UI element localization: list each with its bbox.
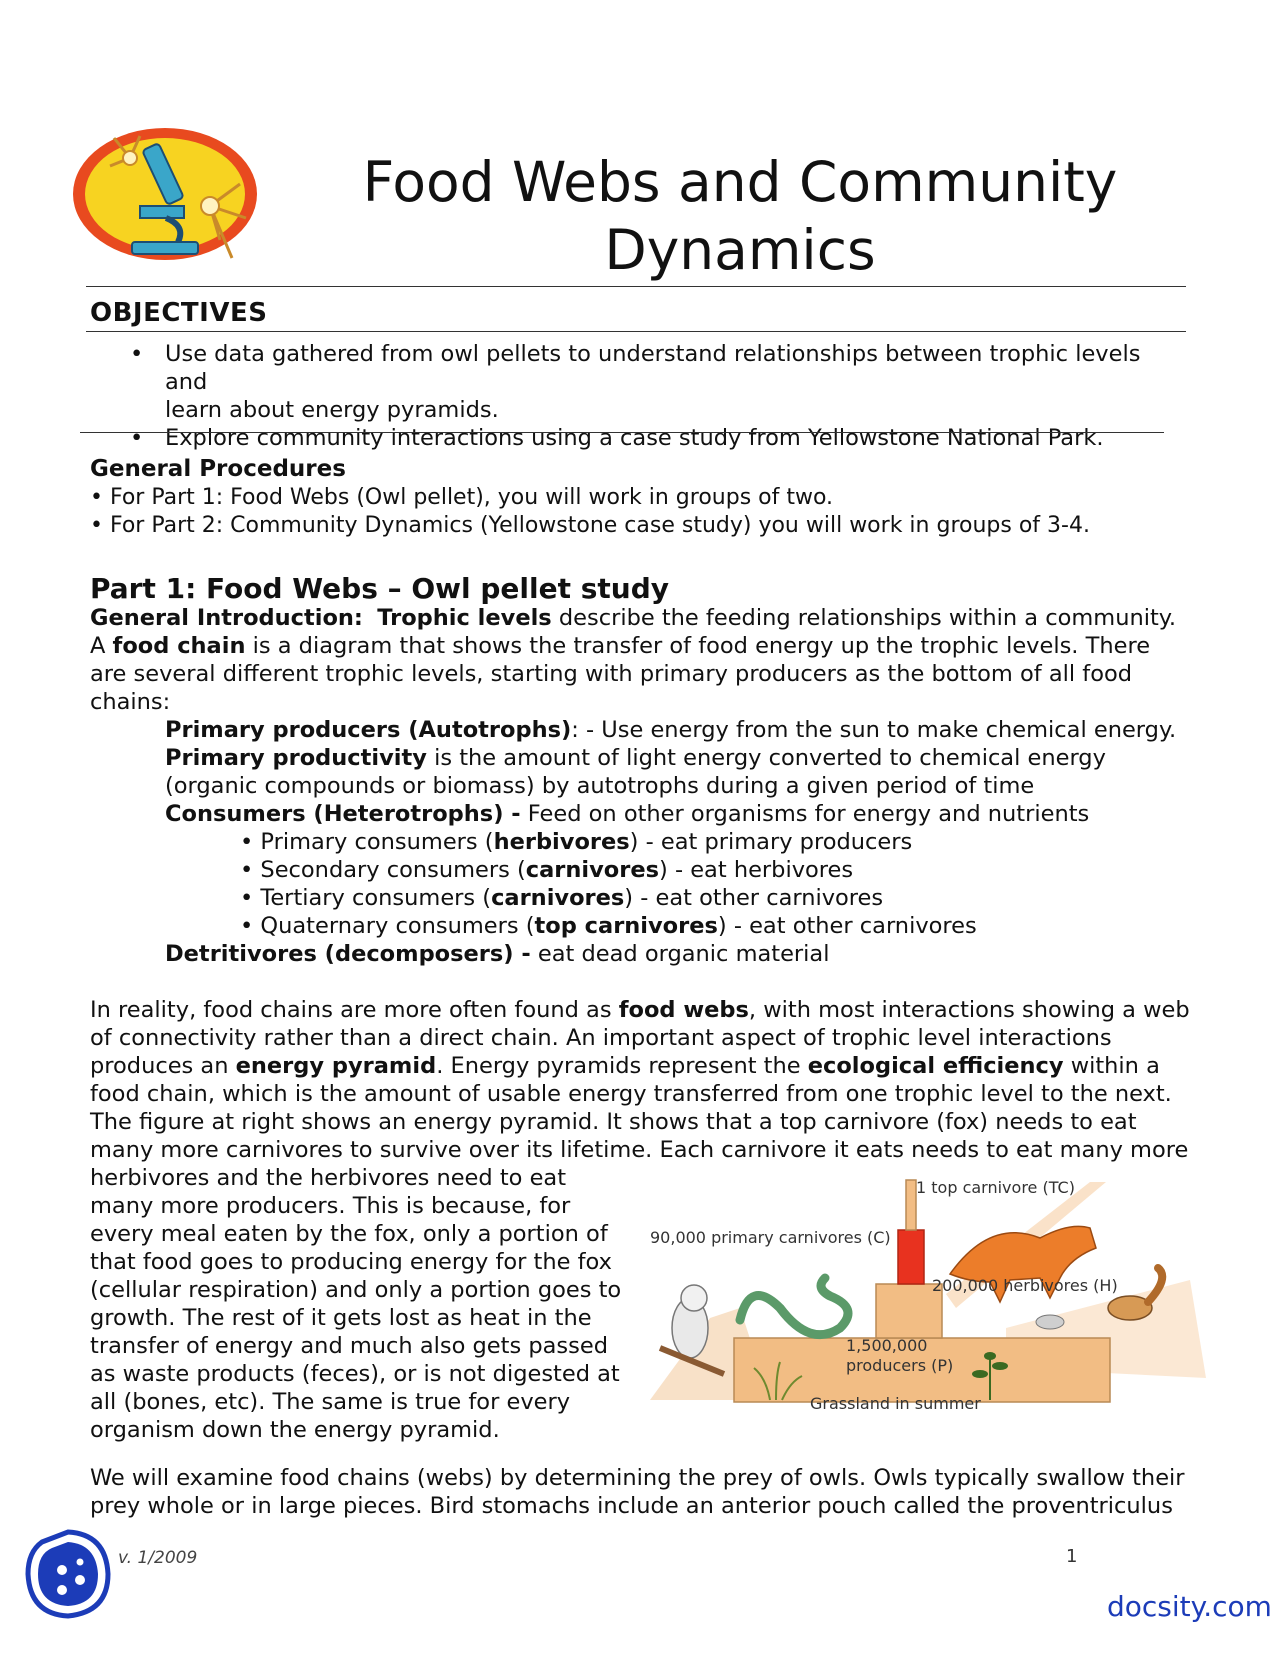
producers-label: producers (P): [846, 1356, 954, 1375]
revision-date: v. 1/2009: [118, 1548, 198, 1568]
objectives-heading: OBJECTIVES: [90, 298, 268, 328]
producers-definition: Primary producers (Autotrophs): - Use energy from the sun to make chemical energy.: [165, 717, 1177, 743]
energy-pyramid-figure: [650, 1178, 1210, 1430]
docsity-watermark[interactable]: docsity.com: [1107, 1590, 1272, 1623]
docsity-logo-icon: [22, 1528, 114, 1620]
pyramid-paragraph-continued: herbivores and the herbivores need to eat many more producers. This is because, for every meal eaten by the fox, only a portion of that food goes to producing energy for the fox (cellular respiration) and only a portion goes to growth. The rest of it gets lost as heat in the transfer of energy and much also gets passed as waste products (feces), or is not digested at all (bones, etc). The same is true for every organism down the energy pyramid.: [90, 1165, 622, 1443]
owl-pellet-paragraph: We will examine food chains (webs) by determining the prey of owls. Owls typically swallow their prey whole or in large pieces. Bird stomachs include an anterior pouch called the proventriculus: [90, 1465, 1185, 1519]
consumer-level-item: • Secondary consumers (carnivores) - eat herbivores: [240, 857, 854, 883]
page-number: 1: [1066, 1546, 1078, 1567]
energy-pyramid-illustration: [650, 1178, 1210, 1430]
consumer-level-item: • Tertiary consumers (carnivores) - eat other carnivores: [240, 885, 884, 911]
consumers-definition: Consumers (Heterotrophs) - Feed on other organisms for energy and nutrients: [165, 801, 1090, 827]
top-carnivore-label: 1 top carnivore (TC): [916, 1178, 1075, 1197]
intro-paragraph: General Introduction: Trophic levels describe the feeding relationships within a community. A food chain is a diagram that shows the transfer of food energy up the trophic levels. There are several different trophic levels, starting with primary producers as the bottom of all food chains:: [90, 605, 1177, 715]
consumer-level-item: • Primary consumers (herbivores) - eat primary producers: [240, 829, 913, 855]
herbivores-label: 200,000 herbivores (H): [932, 1276, 1118, 1295]
divider: [80, 432, 1164, 433]
divider: [86, 286, 1186, 287]
mouse-icon: [1036, 1315, 1064, 1329]
divider: [86, 331, 1186, 332]
list-item: • Use data gathered from owl pellets to understand relationships between trophic levels and learn about energy pyramids.: [130, 340, 1180, 424]
title-line-2: Dynamics: [604, 218, 876, 282]
top-carnivore-level: [906, 1180, 916, 1230]
producers-count-label: 1,500,000: [846, 1336, 928, 1355]
list-item: • Explore community interactions using a case study from Yellowstone National Park.: [130, 424, 1180, 452]
carnivores-level: [898, 1230, 924, 1284]
primary-carnivores-label: 90,000 primary carnivores (C): [650, 1228, 891, 1247]
procedure-line: • For Part 2: Community Dynamics (Yellowstone case study) you will work in groups of 3-4.: [90, 513, 1090, 538]
pyramid-paragraph: The figure at right shows an energy pyramid. It shows that a top carnivore (fox) needs to eat many more carnivores to survive over its lifetime. Each carnivore it eats needs to eat many more: [90, 1109, 1189, 1163]
consumer-level-item: • Quaternary consumers (top carnivores) - eat other carnivores: [240, 913, 977, 939]
snake-icon: [740, 1278, 848, 1335]
general-procedures-heading: General Procedures: [90, 456, 346, 482]
part1-heading: Part 1: Food Webs – Owl pellet study: [90, 572, 670, 605]
figure-caption: Grassland in summer: [810, 1394, 981, 1413]
procedure-line: • For Part 1: Food Webs (Owl pellet), you will work in groups of two.: [90, 485, 834, 510]
objectives-list: [130, 340, 1180, 452]
title-line-1: Food Webs and Community: [362, 150, 1118, 214]
detritivores-definition: Detritivores (decomposers) - eat dead organic material: [165, 941, 830, 967]
productivity-definition: Primary productivity is the amount of light energy converted to chemical energy (organic compounds or biomass) by autotrophs during a given period of time: [165, 745, 1106, 799]
food-webs-paragraph: In reality, food chains are more often found as food webs, with most interactions showing a web of connectivity rather than a direct chain. An important aspect of trophic level interactions produces an energy pyramid. Energy pyramids represent the ecological efficiency within a food chain, which is the amount of usable energy transferred from one trophic level to the next.: [90, 997, 1190, 1107]
microscope-logo-icon: [70, 118, 266, 274]
page-title: [300, 148, 1180, 284]
